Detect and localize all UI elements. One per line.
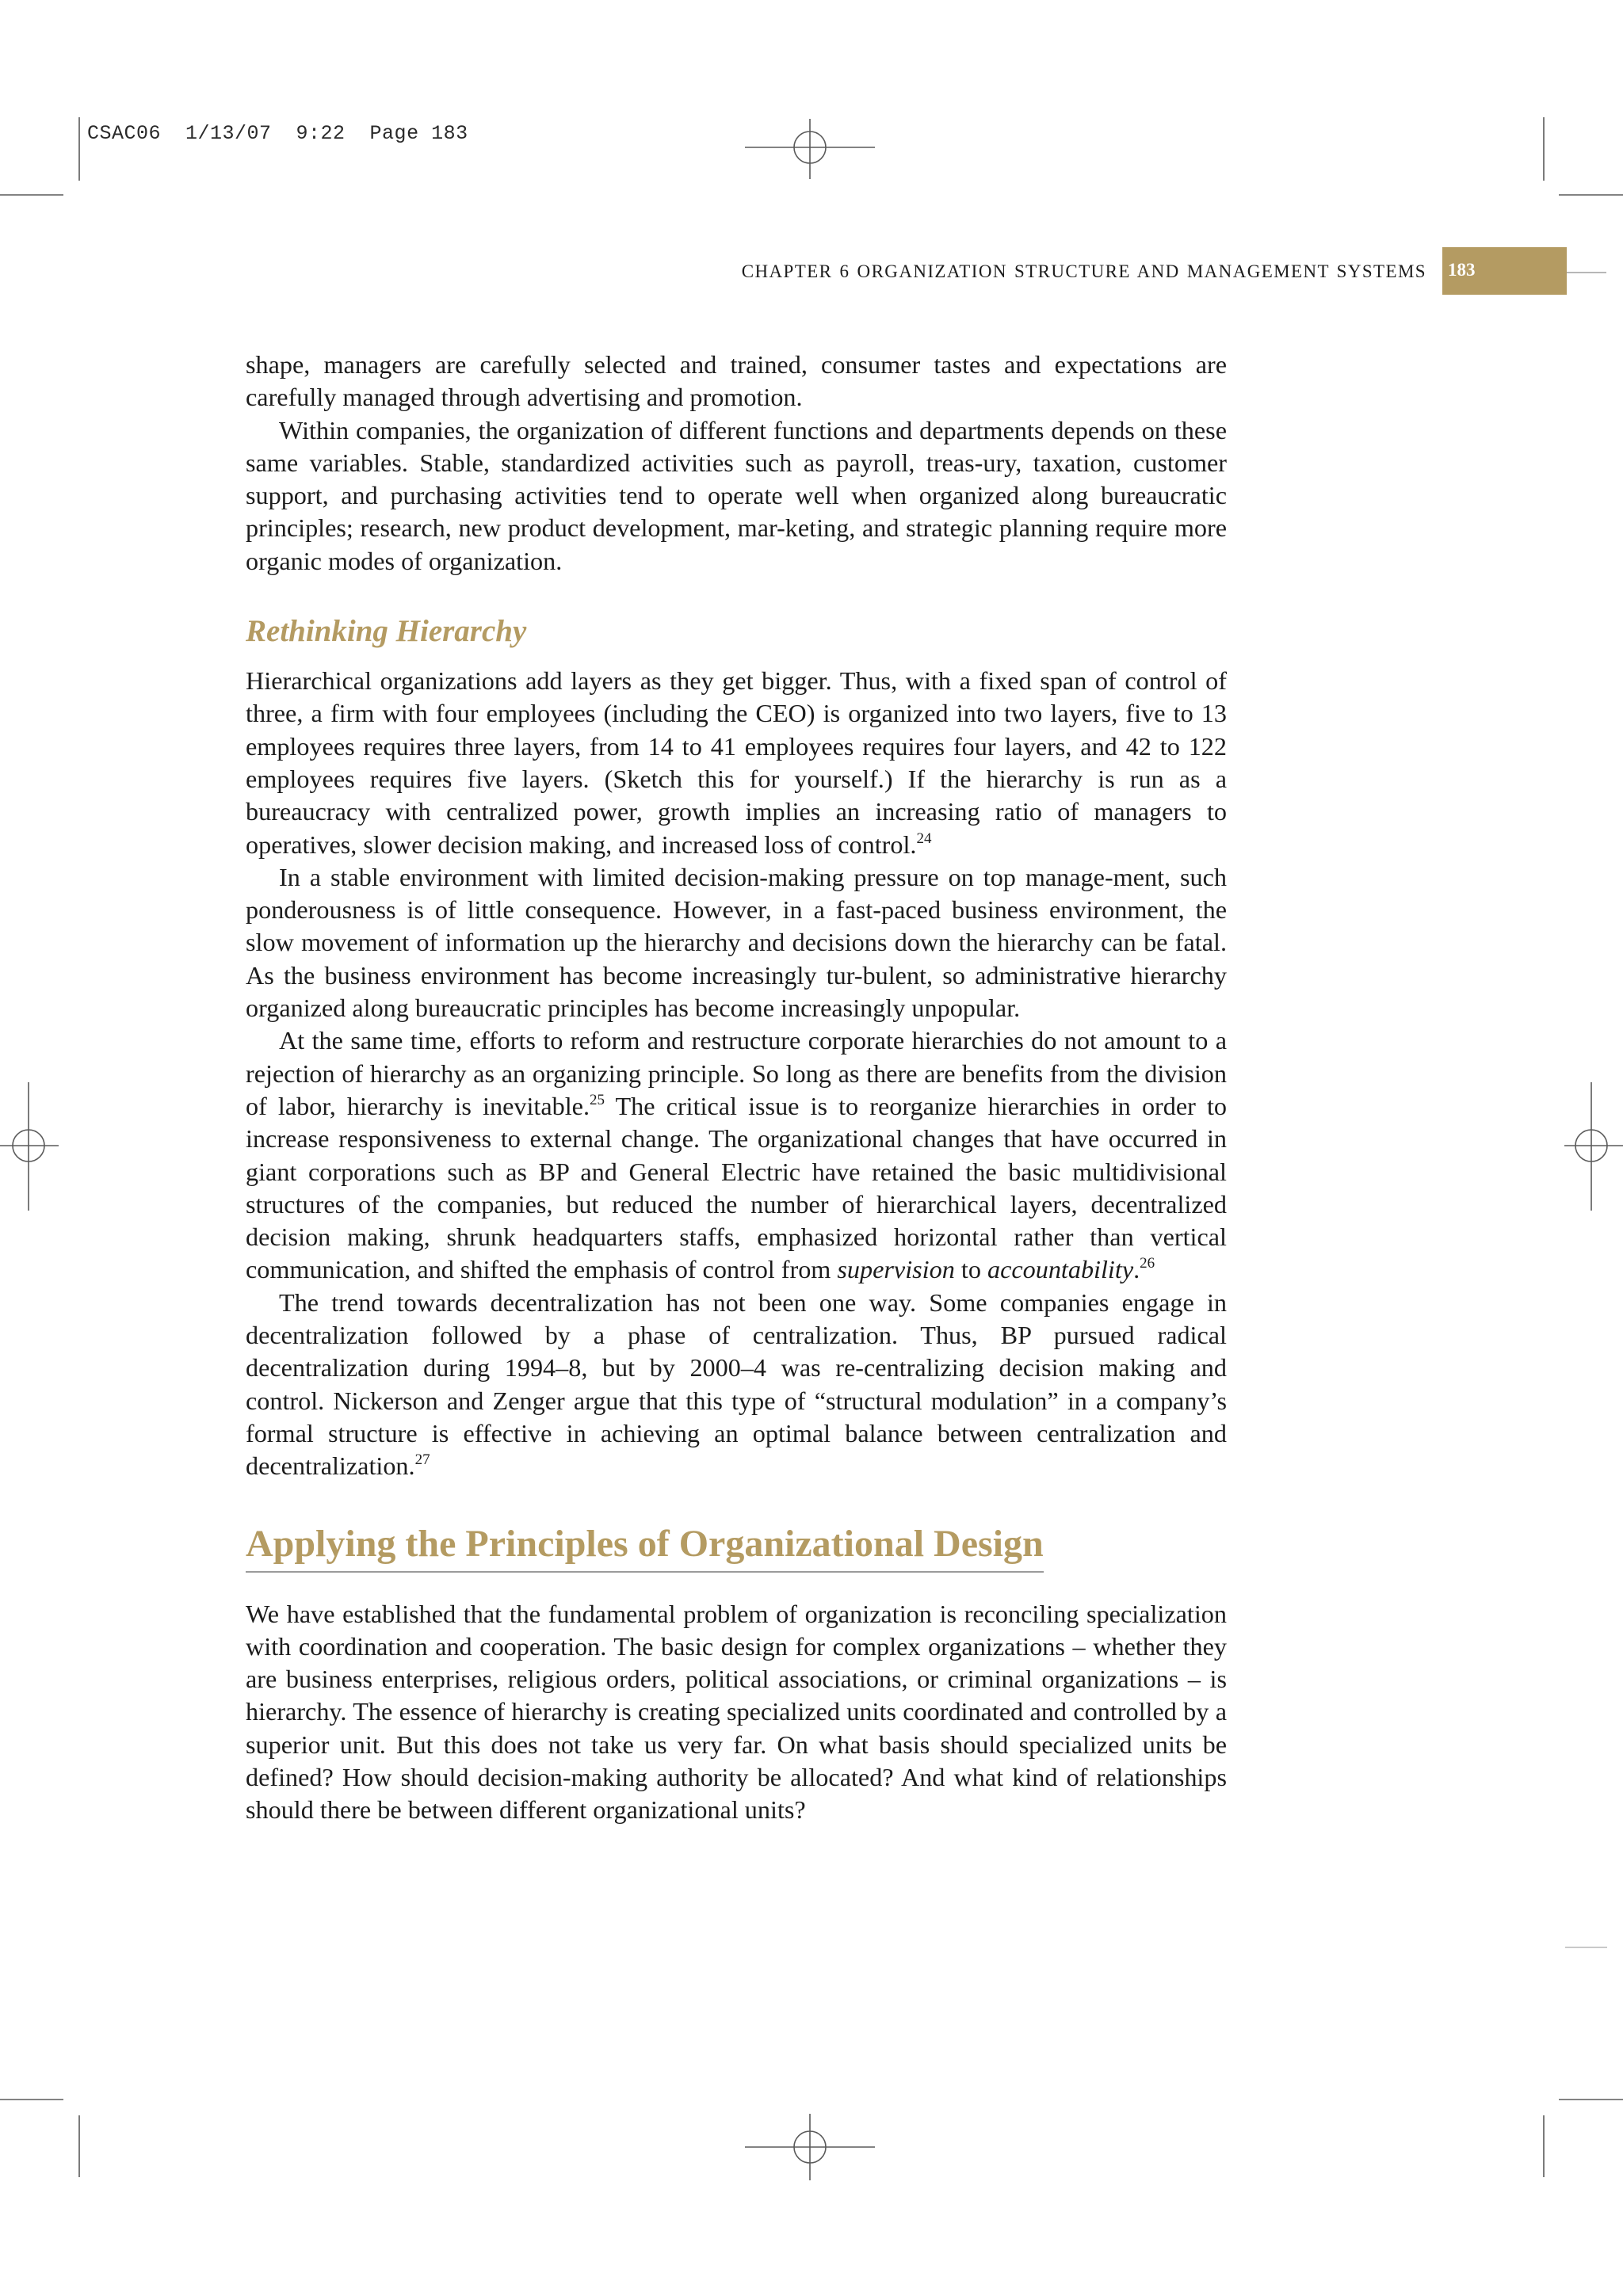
paragraph-text: We have established that the fundamental problem of organization is reconciling specialization with coordination and cooperation. The basic design for complex organizations – whether they are business enterprises, religious orders, political associations, or criminal organizations – is hierarchy. The essence of hierarchy is creating specialized units coordinated and controlled by a superior unit. But this does not take us very far. On what basis should specialized units be defined? How should decision-making authority be allocated? And what kind of relationships should there be between different organizational units?	[246, 1599, 1227, 1825]
registration-target-top	[745, 119, 875, 179]
printer-slug: CSAC06 1/13/07 9:22 Page 183	[87, 122, 468, 145]
paragraph: Within companies, the organization of different functions and departments depends on these same variables. Stable, standardized activities such as payroll, treas-ury, taxation, customer support, and purchasing activities tend to operate well when organized along bureaucratic principles; research, new product development, mar-keting, and strategic planning require more organic modes of organization.	[246, 415, 1227, 575]
paragraph-text: The trend towards decentralization has not been one way. Some companies engage in decentralization followed by a phase of centralization. Thus, BP pursued radical decentralization during 1994–8, but by 2000–4 was re-centralizing decision making and control. Nickerson and Zenger argue that this type of “structural modulation” in a company’s formal structure is effective in achieving an optimal balance between centralization and decentralization.	[246, 1287, 1227, 1481]
paragraph-text: .	[1133, 1255, 1140, 1284]
registration-target-right	[1564, 1082, 1623, 1211]
paragraph-text: Hierarchical organizations add layers as they get bigger. Thus, with a fixed span of control of three, a firm with four employees (including the CEO) is organized into two layers, five to 13 employees requires three layers, from 14 to 41 employees requires four layers, and 42 to 122 employees requires five layers. (Sketch this for yourself.) If the hierarchy is run as a bureaucracy with centralized power, growth implies an increasing ratio of managers to operatives, slower decision making, and increased loss of control.	[246, 666, 1227, 859]
header-rule	[1567, 272, 1606, 273]
paragraph	[246, 1598, 1227, 1827]
registration-target-left	[0, 1082, 59, 1211]
paragraph-text: shape, managers are carefully selected and trained, consumer tastes and expectations are carefully managed through advertising and promotion.	[246, 350, 1227, 412]
paragraph-text: ury, taxation, customer support, and purchasing activities tend to operate well when organized along bureaucratic principles; research, new product development, mar	[246, 448, 1227, 543]
footnote-ref: 24	[916, 830, 932, 847]
text-column	[246, 349, 1227, 1827]
paragraph-text: to	[954, 1255, 987, 1284]
paragraph-text: In a stable environment with limited decision-making pressure on top manage	[279, 862, 1105, 891]
paragraph-text: keting, and strategic planning require more organic modes of organization.	[246, 513, 1227, 575]
paragraph-text: At the same time, efforts to reform and restructure corporate hierarchies do not amount to a rejection of hierarchy as an organizing principle. So long as there are benefits from the division of labor, hierarchy is inevitable.	[246, 1026, 1227, 1120]
paragraph-text: ment, such ponderousness is of little consequence. However, in a fast-paced business environment, the slow movement of information up the hierarchy and decisions down the hierarchy can be fatal. As the business environment has become increasingly tur	[246, 862, 1228, 990]
registration-target-bottom	[745, 2114, 875, 2180]
emphasis-term: accountability	[987, 1255, 1134, 1284]
footnote-ref: 25	[590, 1091, 605, 1108]
paragraph	[246, 1024, 1227, 1286]
paragraph	[246, 665, 1227, 861]
page-number: 183	[1448, 260, 1476, 280]
emphasis-term: supervision	[837, 1255, 955, 1284]
chapter-running-title: CHAPTER 6 ORGANIZATION STRUCTURE AND MANAGEMENT SYSTEMS	[741, 261, 1426, 281]
section-heading-applying-principles: Applying the Principles of Organizational Design	[246, 1520, 1044, 1573]
paragraph-text: Within companies, the organization of different functions and departments depends on these same variables. Stable, standardized activities such as payroll, treas	[246, 415, 1227, 477]
paragraph	[246, 349, 1227, 414]
footnote-ref: 26	[1140, 1255, 1155, 1272]
footnote-ref: 27	[414, 1451, 430, 1469]
paragraph	[246, 1287, 1227, 1483]
paragraph: In a stable environment with limited decision-making pressure on top manage-ment, such ponderousness is of little consequence. However, in a fast-paced business environment, the slow movement of information up the hierarchy and decisions down the hierarchy can be fatal. As the business environment has become increasingly tur-bulent, so administrative hierarchy organized along bureaucratic principles has become increasingly unpopular.	[246, 862, 1228, 1023]
paragraph-text: bulent, so administrative hierarchy organized along bureaucratic principles has become increasingly unpopular.	[246, 960, 1227, 1023]
paragraph-text: The critical issue is to reorganize hierarchies in order to increase responsiveness to external change. The organizational changes that have occurred in giant corporations such as BP and General Electric have retained the basic multidivisional structures of the companies, but reduced the number of hierarchical layers, decentralized decision making, shrunk headquarters staffs, emphasized horizontal rather than vertical communication, and shifted the emphasis of control from	[246, 1091, 1227, 1284]
running-header	[238, 250, 1426, 295]
subheading-rethinking-hierarchy: Rethinking Hierarchy	[246, 614, 527, 649]
